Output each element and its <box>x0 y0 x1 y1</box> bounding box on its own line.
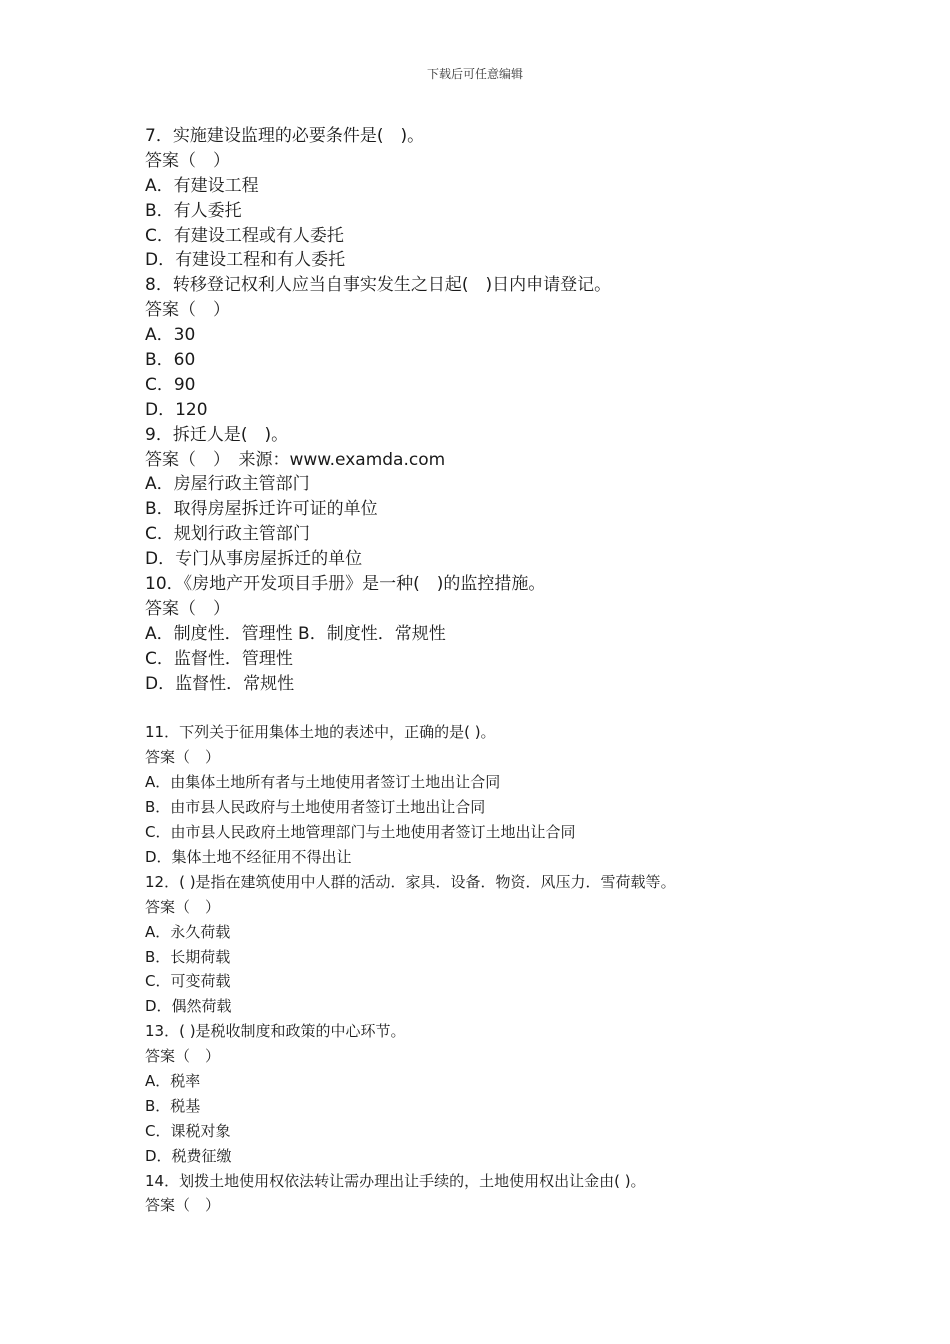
question-7-option-a: A．有建设工程 <box>145 175 259 196</box>
question-10-stem: 10．《房地产开发项目手册》是一种( )的监控措施。 <box>145 574 546 595</box>
question-9-answer: 答案（ ） 来源：www.examda.com <box>145 449 446 470</box>
question-11-option-c: C．由市县人民政府土地管理部门与土地使用者签订土地出让合同 <box>145 823 576 842</box>
question-7-option-b: B．有人委托 <box>145 200 242 221</box>
question-8-option-a: A．30 <box>145 325 196 346</box>
question-11-answer: 答案（ ） <box>145 748 221 767</box>
question-9-stem: 9．拆迁人是( )。 <box>145 424 289 445</box>
page-header: 下载后可任意编辑 <box>426 67 523 81</box>
question-12-option-d: D．偶然荷载 <box>145 997 232 1016</box>
question-8-option-b: B．60 <box>145 350 196 371</box>
question-13-option-c: C．课税对象 <box>145 1121 231 1140</box>
question-9-option-b: B．取得房屋拆迁许可证的单位 <box>145 499 378 520</box>
section-gap <box>145 696 845 720</box>
question-9-option-a: A．房屋行政主管部门 <box>145 474 310 495</box>
question-14-answer: 答案（ ） <box>145 1196 221 1215</box>
question-10-option-d: D．监督性．常规性 <box>145 673 295 694</box>
question-13-stem: 13．( )是税收制度和政策的中心环节。 <box>145 1022 406 1041</box>
question-10-option-c: C．监督性．管理性 <box>145 648 293 669</box>
question-9-option-d: D．专门从事房屋拆迁的单位 <box>145 549 363 570</box>
question-8-stem: 8．转移登记权利人应当自事实发生之日起( )日内申请登记。 <box>145 275 612 296</box>
question-11-stem: 11．下列关于征用集体土地的表述中，正确的是( )。 <box>145 723 496 742</box>
question-13-option-b: B．税基 <box>145 1096 201 1115</box>
question-10-option-ab: A．制度性．管理性 B．制度性．常规性 <box>145 623 446 644</box>
question-12-option-b: B．长期荷载 <box>145 947 231 966</box>
question-14-stem: 14．划拨土地使用权依法转让需办理出让手续的，土地使用权出让金由( )。 <box>145 1171 646 1190</box>
question-13-option-a: A．税率 <box>145 1071 201 1090</box>
question-8-option-d: D．120 <box>145 399 208 420</box>
question-13-option-d: D．税费征缴 <box>145 1146 232 1165</box>
questions-section-a <box>145 124 845 696</box>
questions-section-b <box>145 720 845 1218</box>
question-7-answer: 答案（ ） <box>145 150 230 171</box>
question-10-answer: 答案（ ） <box>145 598 230 619</box>
question-12-answer: 答案（ ） <box>145 897 221 916</box>
question-7-stem: 7．实施建设监理的必要条件是( )。 <box>145 126 425 146</box>
question-8-option-c: C．90 <box>145 374 196 395</box>
question-12-option-c: C．可变荷载 <box>145 972 231 991</box>
question-9-option-c: C．规划行政主管部门 <box>145 524 310 545</box>
question-7-option-c: C．有建设工程或有人委托 <box>145 225 344 246</box>
question-12-option-a: A．永久荷载 <box>145 922 231 941</box>
question-12-stem: 12．( )是指在建筑使用中人群的活动．家具．设备．物资．风压力．雪荷载等。 <box>145 872 676 891</box>
document-body <box>145 124 845 1218</box>
question-11-option-a: A．由集体土地所有者与土地使用者签订土地出让合同 <box>145 773 501 792</box>
question-11-option-d: D．集体土地不经征用不得出让 <box>145 847 352 866</box>
question-11-option-b: B．由市县人民政府与土地使用者签订土地出让合同 <box>145 798 486 817</box>
question-8-answer: 答案（ ） <box>145 300 230 321</box>
question-7-option-d: D．有建设工程和有人委托 <box>145 250 346 271</box>
question-13-answer: 答案（ ） <box>145 1047 221 1066</box>
